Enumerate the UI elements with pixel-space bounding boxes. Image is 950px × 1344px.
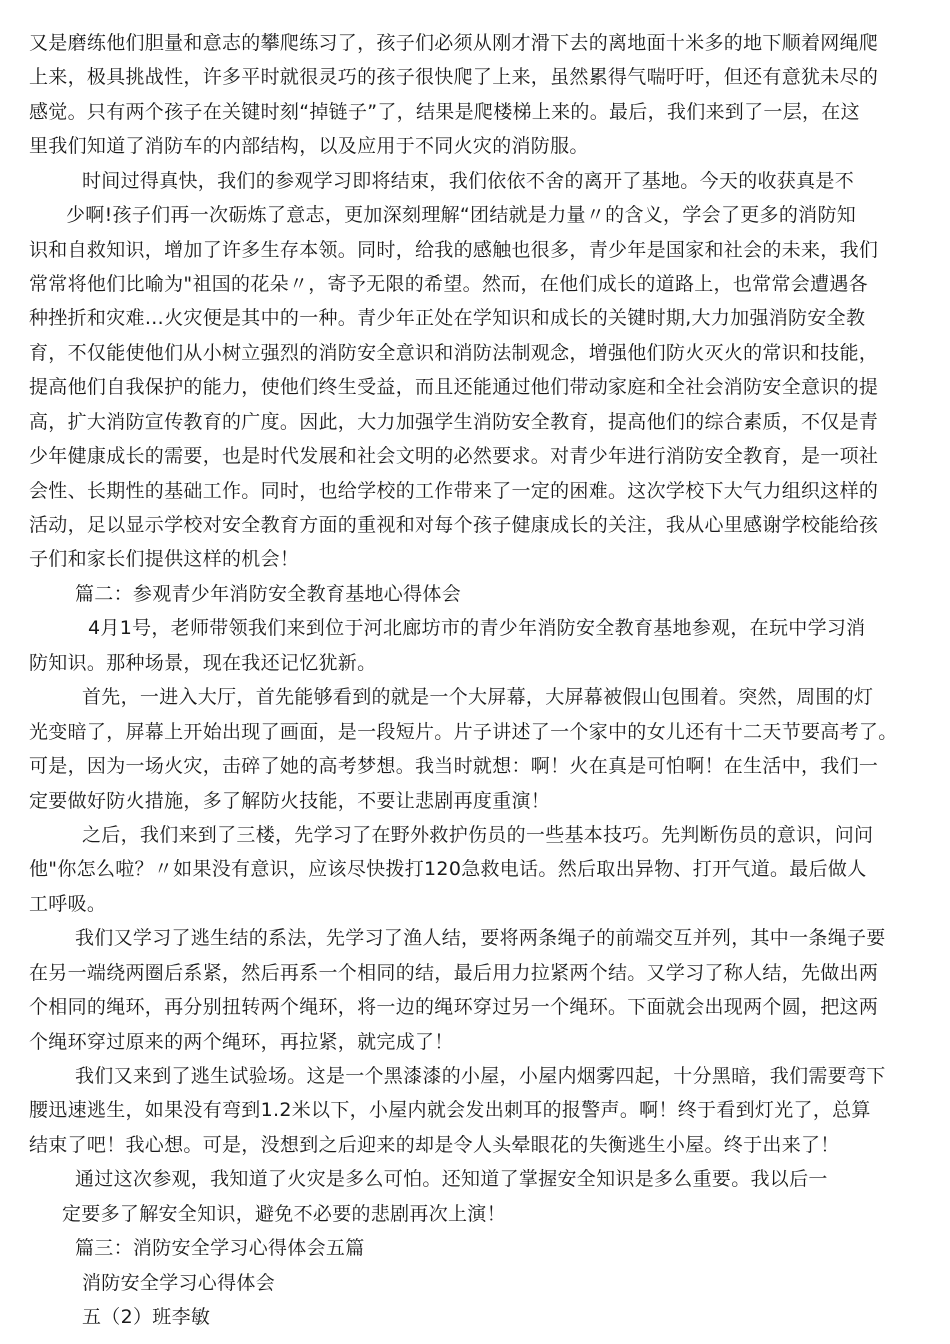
text-line: 个绳环穿过原来的两个绳环，再拉紧，就完成了！ <box>29 1031 454 1053</box>
subsection-title: 消防安全学习心得体会 <box>82 1272 276 1294</box>
text-line: 在另一端绕两圈后系紧，然后再系一个相同的结，最后用力拉紧两个结。又学习了称人结，先做出两 <box>29 962 879 984</box>
text-line: 定要多了解安全知识，避免不必要的悲剧再次上演！ <box>62 1203 506 1225</box>
text-line: 又是磨练他们胆量和意志的攀爬练习了，孩子们必须从刚才滑下去的离地面十米多的地下顺着网绳爬 <box>29 32 879 54</box>
paragraph-start-line: 之后，我们来到了三楼，先学习了在野外救护伤员的一些基本技巧。先判断伤员的意识，问问 <box>82 824 874 846</box>
text-line: 少啊!孩子们再一次砺炼了意志，更加深刻理解“团结就是力量〃的含义，学会了更多的消防知 <box>66 204 857 226</box>
paragraph-start-line: 时间过得真快，我们的参观学习即将结束，我们依依不舍的离开了基地。今天的收获真是不 <box>82 170 855 192</box>
text-line: 腰迅速逃生，如果没有弯到1.2米以下，小屋内就会发出刺耳的报警声。啊！终于看到灯光了，总算 <box>29 1099 871 1121</box>
text-line: 工呼吸。 <box>29 893 107 915</box>
text-line: 上来，极具挑战性，许多平时就很灵巧的孩子很快爬了上来，虽然累得气喘吁吁，但还有意犹未尽的 <box>29 66 879 88</box>
text-line: 子们和家长们提供这样的机会！ <box>29 548 300 570</box>
paragraph-start-line: 我们又学习了逃生结的系法，先学习了渔人结，要将两条绳子的前端交互并列，其中一条绳子要 <box>75 927 886 949</box>
text-line: 他"你怎么啦？〃如果没有意识，应该尽快拨打120急救电话。然后取出异物、打开气道。最后做人 <box>29 858 867 880</box>
text-line: 感觉。只有两个孩子在关键时刻“掉链子”了，结果是爬楼梯上来的。最后，我们来到了一层，在这 <box>29 101 860 123</box>
text-line: 里我们知道了消防车的内部结构，以及应用于不同火灾的消防服。 <box>29 135 589 157</box>
paragraph-start-line: 4月1号，老师带领我们来到位于河北廊坊市的青少年消防安全教育基地参观，在玩中学习消 <box>88 617 866 639</box>
text-line: 活动，足以显示学校对安全教育方面的重视和对每个孩子健康成长的关注，我从心里感谢学校能给孩 <box>29 514 879 536</box>
text-line: 提高他们自我保护的能力，使他们终生受益，而且还能通过他们带动家庭和全社会消防安全意识的提 <box>29 376 879 398</box>
text-line: 常常将他们比喻为"祖国的花朵〃，寄予无限的希望。然而，在他们成长的道路上，也常常会遭遇各 <box>29 273 868 295</box>
text-line: 结束了吧！我心想。可是，没想到之后迎来的却是令人头晕眼花的失衡逃生小屋。终于出来了！ <box>29 1134 840 1156</box>
text-line: 防知识。那种场景，现在我还记忆犹新。 <box>29 652 377 674</box>
text-line: 少年健康成长的需要，也是时代发展和社会文明的必然要求。对青少年进行消防安全教育，是一项社 <box>29 445 879 467</box>
text-line: 可是，因为一场火灾，击碎了她的高考梦想。我当时就想：啊！火在真是可怕啊！在生活中，我们一 <box>29 755 879 777</box>
text-line: 会性、长期性的基础工作。同时，也给学校的工作带来了一定的困难。这次学校下大气力组织这样的 <box>29 480 879 502</box>
text-line: 高，扩大消防宣传教育的广度。因此，大力加强学生消防安全教育，提高他们的综合素质，不仅是青 <box>29 411 879 433</box>
text-line: 育，不仅能使他们从小树立强烈的消防安全意识和消防法制观念，增强他们防火灭火的常识和技能， <box>29 342 879 364</box>
text-line: 种挫折和灾难…火灾便是其中的一种。青少年正处在学知识和成长的关键时期,大力加强消防安全教 <box>29 307 866 329</box>
section-heading: 篇三：消防安全学习心得体会五篇 <box>75 1237 365 1259</box>
text-line: 定要做好防火措施，多了解防火技能，不要让悲剧再度重演！ <box>29 790 551 812</box>
author-line: 五（2）班李敏 <box>82 1306 211 1328</box>
text-line: 光变暗了，屏幕上开始出现了画面，是一段短片。片子讲述了一个家中的女儿还有十二天节要高考了。 <box>29 721 898 743</box>
text-line: 个相同的绳环，再分别扭转两个绳环，将一边的绳环穿过另一个绳环。下面就会出现两个圆，把这两 <box>29 996 879 1018</box>
section-heading: 篇二：参观青少年消防安全教育基地心得体会 <box>75 583 462 605</box>
text-line: 识和自救知识，增加了许多生存本领。同时，给我的感触也很多，青少年是国家和社会的未来，我们 <box>29 239 879 261</box>
paragraph-start-line: 通过这次参观，我知道了火灾是多么可怕。还知道了掌握安全知识是多么重要。我以后一 <box>75 1168 828 1190</box>
paragraph-start-line: 我们又来到了逃生试验场。这是一个黑漆漆的小屋，小屋内烟雾四起，十分黑暗，我们需要弯下 <box>75 1065 886 1087</box>
paragraph-start-line: 首先，一进入大厅，首先能够看到的就是一个大屏幕，大屏幕被假山包围着。突然，周围的灯 <box>82 686 874 708</box>
